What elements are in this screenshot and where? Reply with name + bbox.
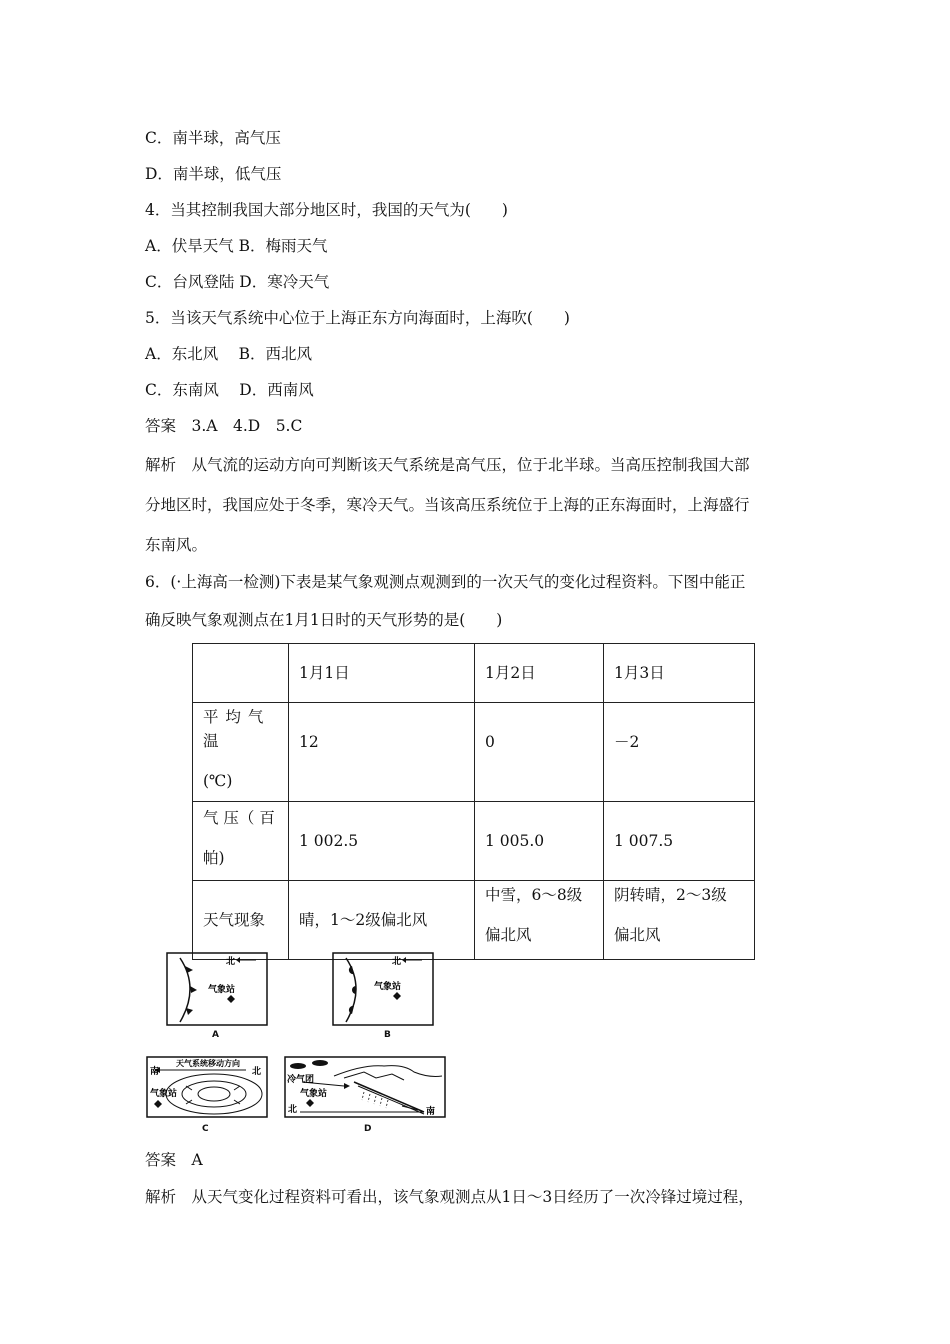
row-label-line: 气 压（ 百 (203, 809, 275, 827)
row-label-line: 平 均 气 温 (203, 708, 265, 750)
fig-c-station: 气象站 (150, 1089, 178, 1099)
fig-c-title: 天气系统移动方向 (176, 1059, 240, 1068)
analysis-3-5-line2: 分地区时，我国应处于冬季，寒冷天气。当该高压系统位于上海的正东海面时，上海盛行 (145, 496, 750, 514)
answer-6: 答案 A (145, 1151, 203, 1169)
fig-c-label: C (202, 1124, 209, 1134)
cell-line: 偏北风 (485, 926, 532, 944)
question-5-options-ab: A．东北风 B．西北风 (145, 345, 313, 363)
table-row (193, 802, 755, 881)
cell-line: 偏北风 (614, 926, 661, 944)
option-c-q3: C．南半球，高气压 (145, 129, 281, 147)
table-cell (475, 881, 604, 960)
table-row (193, 881, 755, 960)
cell-line: 中雪，6～8级 (485, 886, 583, 904)
answer-3-5: 答案 3.A 4.D 5.C (145, 417, 303, 435)
fig-a-station: 气象站 (208, 985, 236, 995)
table-header-cell (193, 644, 289, 703)
analysis-3-5-line1: 解析 从气流的运动方向可判断该天气系统是高气压，位于北半球。当高压控制我国大部 (145, 456, 750, 474)
fig-c-north: 北 (252, 1067, 262, 1077)
question-4-options-cd: C．台风登陆 D．寒冷天气 (145, 273, 330, 291)
figure-c-diagram (146, 1056, 268, 1120)
table-cell (604, 881, 755, 960)
figure-c (146, 1056, 268, 1136)
figure-a-diagram (166, 952, 268, 1027)
row-label-line: 帕) (203, 849, 225, 867)
row-label (193, 802, 289, 881)
table-row (193, 703, 755, 802)
question-4: 4．当其控制我国大部分地区时，我国的天气为( ) (145, 201, 508, 219)
fig-a-label: A (212, 1030, 219, 1040)
analysis-6-line1: 解析 从天气变化过程资料可看出，该气象观测点从1日～3日经历了一次冷锋过境过程， (145, 1188, 754, 1206)
table-cell: 1 007.5 (604, 802, 755, 881)
fig-d-south: 南 (426, 1107, 436, 1117)
table-cell: 1 002.5 (289, 802, 475, 881)
fig-a-north: 北 (226, 957, 236, 967)
table-cell: 晴，1～2级偏北风 (289, 881, 475, 960)
table-header-cell: 1月1日 (289, 644, 475, 703)
table-header-row (193, 644, 755, 703)
fig-b-north: 北 (392, 957, 402, 967)
analysis-3-5-line3: 东南风。 (145, 536, 208, 554)
table-cell: 12 (289, 703, 475, 802)
table-cell: 1 005.0 (475, 802, 604, 881)
figure-b (332, 952, 434, 1042)
table-header-cell: 1月2日 (475, 644, 604, 703)
fig-d-north: 北 (288, 1105, 298, 1115)
option-d-q3: D．南半球，低气压 (145, 165, 282, 183)
fig-b-station: 气象站 (374, 982, 402, 992)
row-label-line: (℃) (203, 772, 233, 790)
table-cell: －2 (604, 703, 755, 802)
figure-a (166, 952, 268, 1042)
fig-d-label: D (364, 1124, 372, 1134)
table-cell: 0 (475, 703, 604, 802)
figure-d (284, 1056, 448, 1136)
question-5-options-cd: C．东南风 D．西南风 (145, 381, 314, 399)
question-6-line2: 确反映气象观测点在1月1日时的天气形势的是( ) (145, 611, 503, 629)
question-4-options-ab: A．伏旱天气 B．梅雨天气 (145, 237, 328, 255)
fig-b-label: B (384, 1030, 391, 1040)
figure-d-diagram (284, 1056, 448, 1120)
table-header-cell: 1月3日 (604, 644, 755, 703)
weather-table (192, 643, 755, 960)
row-label (193, 703, 289, 802)
row-label: 天气现象 (193, 881, 289, 960)
fig-c-south: 南 (150, 1067, 160, 1077)
fig-d-cold-mass: 冷气团 (287, 1075, 315, 1085)
cell-line: 阴转晴，2～3级 (614, 886, 727, 904)
figure-b-diagram (332, 952, 434, 1027)
question-6-line1: 6．(·上海高一检测)下表是某气象观测点观测到的一次天气的变化过程资料。下图中能正 (145, 573, 746, 591)
question-5: 5．当该天气系统中心位于上海正东方向海面时，上海吹( ) (145, 309, 570, 327)
fig-d-station: 气象站 (300, 1089, 328, 1099)
